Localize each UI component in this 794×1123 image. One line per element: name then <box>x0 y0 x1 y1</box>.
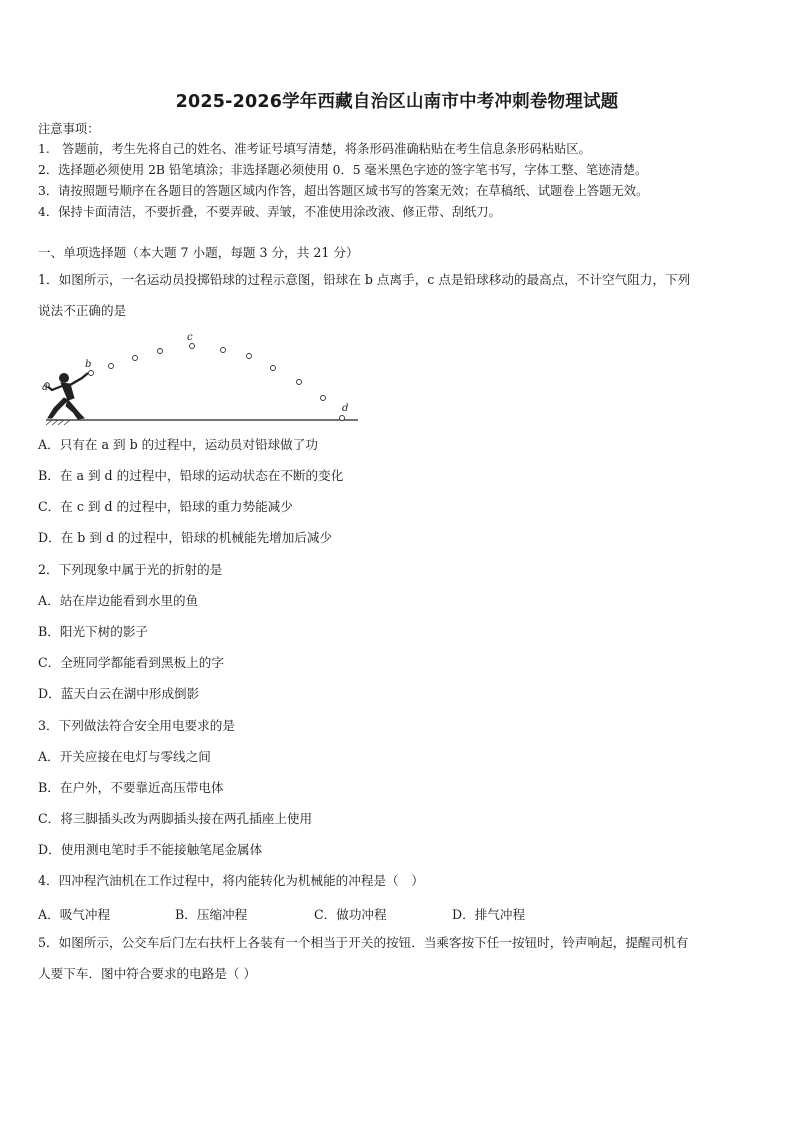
ground-hatch <box>46 420 70 425</box>
option-b: B．阳光下树的影子 <box>38 624 149 639</box>
option-a: A．吸气冲程 <box>38 907 111 922</box>
question-stem: 人要下车．图中符合要求的电路是（ ） <box>38 966 257 981</box>
question-stem: 2．下列现象中属于光的折射的是 <box>38 562 223 577</box>
section-heading: 一、单项选择题（本大题 7 小题，每题 3 分，共 21 分） <box>38 245 359 260</box>
question-stem: 4．四冲程汽油机在工作过程中，将内能转化为机械能的冲程是（ ） <box>38 873 424 888</box>
point-d <box>340 416 345 421</box>
label-c: c <box>187 332 193 343</box>
notice-item: 4．保持卡面清洁，不要折叠，不要弄破、弄皱，不准使用涂改液、修正带、刮纸刀。 <box>38 205 501 219</box>
option-c: C．在 c 到 d 的过程中，铅球的重力势能减少 <box>38 499 293 514</box>
shot-put-figure <box>40 328 360 428</box>
option-c: C．做功冲程 <box>314 907 387 922</box>
option-b: B．在 a 到 d 的过程中，铅球的运动状态在不断的变化 <box>38 468 344 483</box>
point-c <box>190 344 195 349</box>
athlete-figure <box>45 373 88 419</box>
notice-item: 1. 答题前，考生先将自己的姓名、准考证号填写清楚，将条形码准确粘贴在考生信息条形码粘贴区。 <box>38 142 591 156</box>
question-stem: 3．下列做法符合安全用电要求的是 <box>38 718 235 733</box>
trajectory-points <box>89 344 345 421</box>
notice-item: 2．选择题必须使用 2B 铅笔填涂；非选择题必须使用 0．5 毫米黑色字迹的签字笔书写，字体工整、笔迹清楚。 <box>38 163 648 177</box>
option-c: C．全班同学都能看到黑板上的字 <box>38 655 224 670</box>
page-title: 2025-2026学年西藏自治区山南市中考冲刺卷物理试题 <box>175 92 619 112</box>
question-stem: 1．如图所示，一名运动员投掷铅球的过程示意图，铅球在 b 点离手，c 点是铅球移动的最高点，不计空气阻力，下列 <box>38 272 691 287</box>
label-a: a <box>42 382 48 393</box>
point-b <box>89 371 94 376</box>
notice-item: 3．请按照题号顺序在各题目的答题区域内作答，超出答题区域书写的答案无效；在草稿纸、试题卷上答题无效。 <box>38 184 649 198</box>
option-c: C．将三脚插头改为两脚插头接在两孔插座上使用 <box>38 811 313 826</box>
option-a: A．开关应接在电灯与零线之间 <box>38 749 211 764</box>
question-stem: 说法不正确的是 <box>38 303 127 318</box>
option-d: D．排气冲程 <box>452 907 526 922</box>
option-d: D．在 b 到 d 的过程中，铅球的机械能先增加后减少 <box>38 530 333 545</box>
question-stem: 5．如图所示，公交车后门左右扶杆上各装有一个相当于开关的按钮．当乘客按下任一按钮时，铃声响起，提醒司机有 <box>38 935 689 950</box>
option-b: B．在户外，不要靠近高压带电体 <box>38 780 224 795</box>
option-b: B．压缩冲程 <box>175 907 248 922</box>
option-d: D．使用测电笔时手不能接触笔尾金属体 <box>38 842 263 857</box>
label-d: d <box>342 403 349 414</box>
option-d: D．蓝天白云在湖中形成倒影 <box>38 686 200 701</box>
option-a: A．站在岸边能看到水里的鱼 <box>38 593 199 608</box>
option-a: A．只有在 a 到 b 的过程中，运动员对铅球做了功 <box>38 437 318 452</box>
notice-heading: 注意事项： <box>38 122 100 136</box>
label-b: b <box>85 359 92 370</box>
